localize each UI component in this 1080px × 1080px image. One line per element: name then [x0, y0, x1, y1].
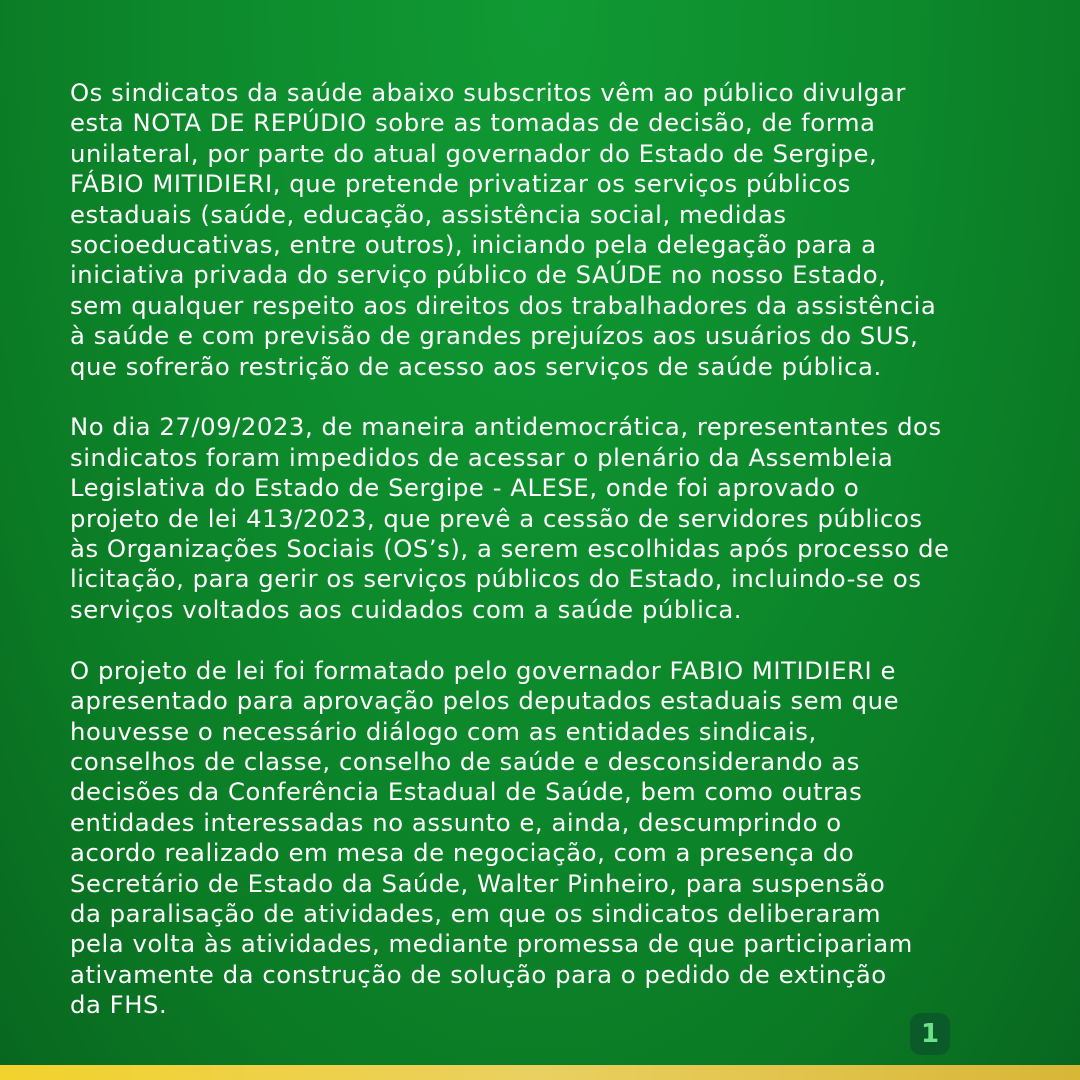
paragraph-intro: Os sindicatos da saúde abaixo subscritos vêm ao público divulgar esta NOTA DE REPÚDIO sobre as tomadas de decisão, de forma unilateral, por parte do atual governador do Estado de Sergipe, FÁBIO MITIDIERI, que pretende privatizar os serviços públicos estaduais (saúde, educação, assistência social, medidas socioeducativas, entre outros), iniciando pela delegação para a iniciativa privada do serviço público de SAÚDE no nosso Estado, sem qualquer respeito aos direitos dos trabalhadores da assistência à saúde e com previsão de grandes prejuízos aos usuários do SUS, que sofrerão restrição de acesso aos serviços de saúde pública.	[70, 78, 937, 381]
page-number-badge: 1	[910, 1013, 950, 1055]
note-body	[70, 78, 1045, 1021]
paragraph-assembly-vote: No dia 27/09/2023, de maneira antidemocrática, representantes dos sindicatos foram impedidos de acessar o plenário da Assembleia Legislativa do Estado de Sergipe - ALESE, onde foi aprovado o projeto de lei 413/2023, que prevê a cessão de servidores públicos às Organizações Sociais (OS’s), a serem escolhidas após processo de licitação, para gerir os serviços públicos do Estado, incluindo-se os serviços voltados aos cuidados com a saúde pública.	[70, 412, 950, 624]
paragraph-bill-details: O projeto de lei foi formatado pelo governador FABIO MITIDIERI e apresentado para aprovação pelos deputados estaduais sem que houvesse o necessário diálogo com as entidades sindicais, conselhos de classe, conselho de saúde e desconsiderando as decisões da Conferência Estadual de Saúde, bem como outras entidades interessadas no assunto e, ainda, descumprindo o acordo realizado em mesa de negociação, com a presença do Secretário de Estado da Saúde, Walter Pinheiro, para suspensão da paralisação de atividades, em que os sindicatos deliberaram pela volta às atividades, mediante promessa de que participariam ativamente da construção de solução para o pedido de extinção da FHS.	[70, 655, 913, 1020]
bottom-accent-bar	[0, 1065, 1080, 1080]
